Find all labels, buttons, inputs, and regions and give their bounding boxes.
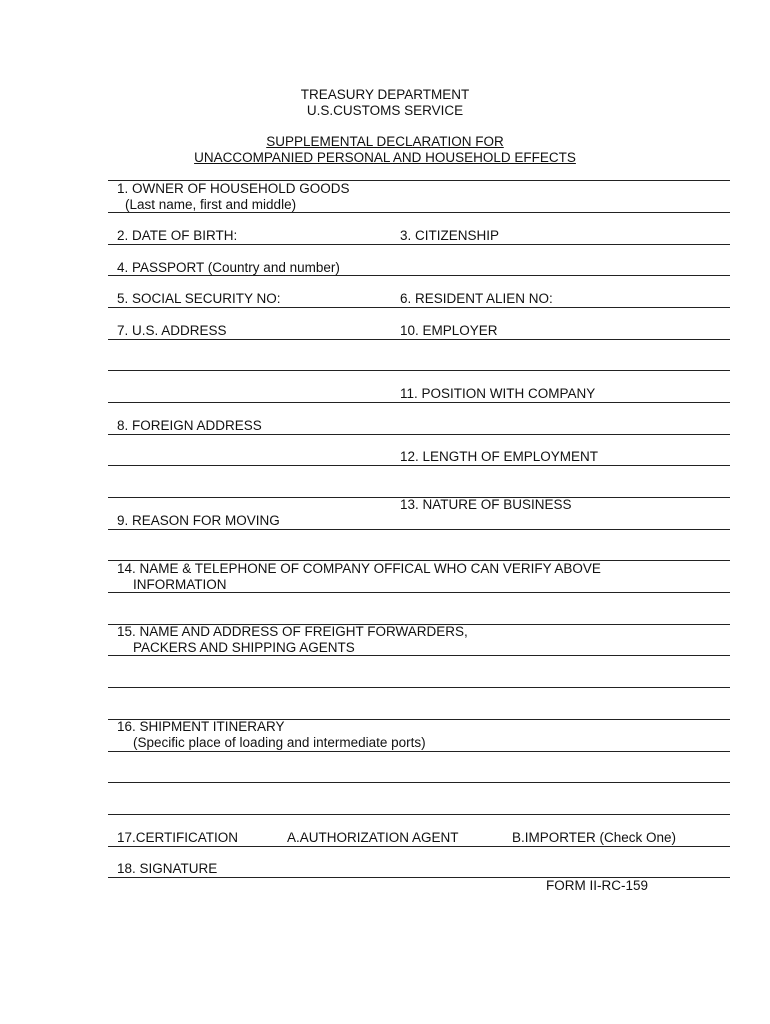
field-10-label: 10. EMPLOYER [400, 323, 498, 338]
field-11-line[interactable] [108, 402, 730, 403]
field-16-line[interactable] [108, 751, 730, 752]
field-6-label: 6. RESIDENT ALIEN NO: [400, 291, 553, 306]
field-16-extra-line-2[interactable] [108, 814, 730, 815]
field-13-label: 13. NATURE OF BUSINESS [400, 497, 572, 512]
field-16-label: 16. SHIPMENT ITINERARY [117, 719, 285, 734]
field-16-sublabel: (Specific place of loading and intermediate ports) [133, 735, 426, 750]
header-department: TREASURY DEPARTMENT [300, 87, 470, 102]
field-15-extra-line[interactable] [108, 687, 730, 688]
option-importer[interactable]: B.IMPORTER (Check One) [512, 830, 677, 845]
address-line[interactable] [108, 370, 730, 371]
form-number: FORM II-RC-159 [546, 878, 649, 893]
field-8-label: 8. FOREIGN ADDRESS [117, 418, 262, 433]
field-11-label: 11. POSITION WITH COMPANY [400, 386, 596, 401]
field-1-label: 1. OWNER OF HOUSEHOLD GOODS [117, 181, 350, 196]
field-2-3-line[interactable] [108, 244, 730, 245]
field-2-label: 2. DATE OF BIRTH: [117, 228, 238, 243]
header-service: U.S.CUSTOMS SERVICE [306, 103, 464, 118]
field-4-label: 4. PASSPORT (Country and number) [117, 260, 340, 275]
form-title-line2: UNACCOMPANIED PERSONAL AND HOUSEHOLD EFFECTS [194, 150, 576, 165]
field-9-label: 9. REASON FOR MOVING [117, 513, 280, 528]
form-title-line1: SUPPLEMENTAL DECLARATION FOR [266, 134, 504, 149]
field-15-sublabel: PACKERS AND SHIPPING AGENTS [133, 640, 355, 655]
field-17-line[interactable] [108, 846, 730, 847]
field-12-line[interactable] [108, 465, 730, 466]
field-8-line[interactable] [108, 434, 730, 435]
field-7-label: 7. U.S. ADDRESS [117, 323, 227, 338]
field-5-label: 5. SOCIAL SECURITY NO: [117, 291, 281, 306]
field-9-13-line[interactable] [108, 529, 730, 530]
field-14-label: 14. NAME & TELEPHONE OF COMPANY OFFICAL WHO CAN VERIFY ABOVE [117, 561, 601, 576]
field-17-label: 17.CERTIFICATION [117, 830, 239, 845]
field-7-10-line[interactable] [108, 339, 730, 340]
field-16-extra-line[interactable] [108, 782, 730, 783]
option-authorization-agent[interactable]: A.AUTHORIZATION AGENT [287, 830, 459, 845]
field-3-label: 3. CITIZENSHIP [400, 228, 500, 243]
field-18-label: 18. SIGNATURE [117, 861, 218, 876]
field-12-label: 12. LENGTH OF EMPLOYMENT [400, 449, 599, 464]
field-15-label: 15. NAME AND ADDRESS OF FREIGHT FORWARDERS, [117, 624, 468, 639]
field-1-sublabel: (Last name, first and middle) [125, 197, 297, 212]
field-14-sublabel: INFORMATION [133, 577, 227, 592]
field-5-6-line[interactable] [108, 307, 730, 308]
